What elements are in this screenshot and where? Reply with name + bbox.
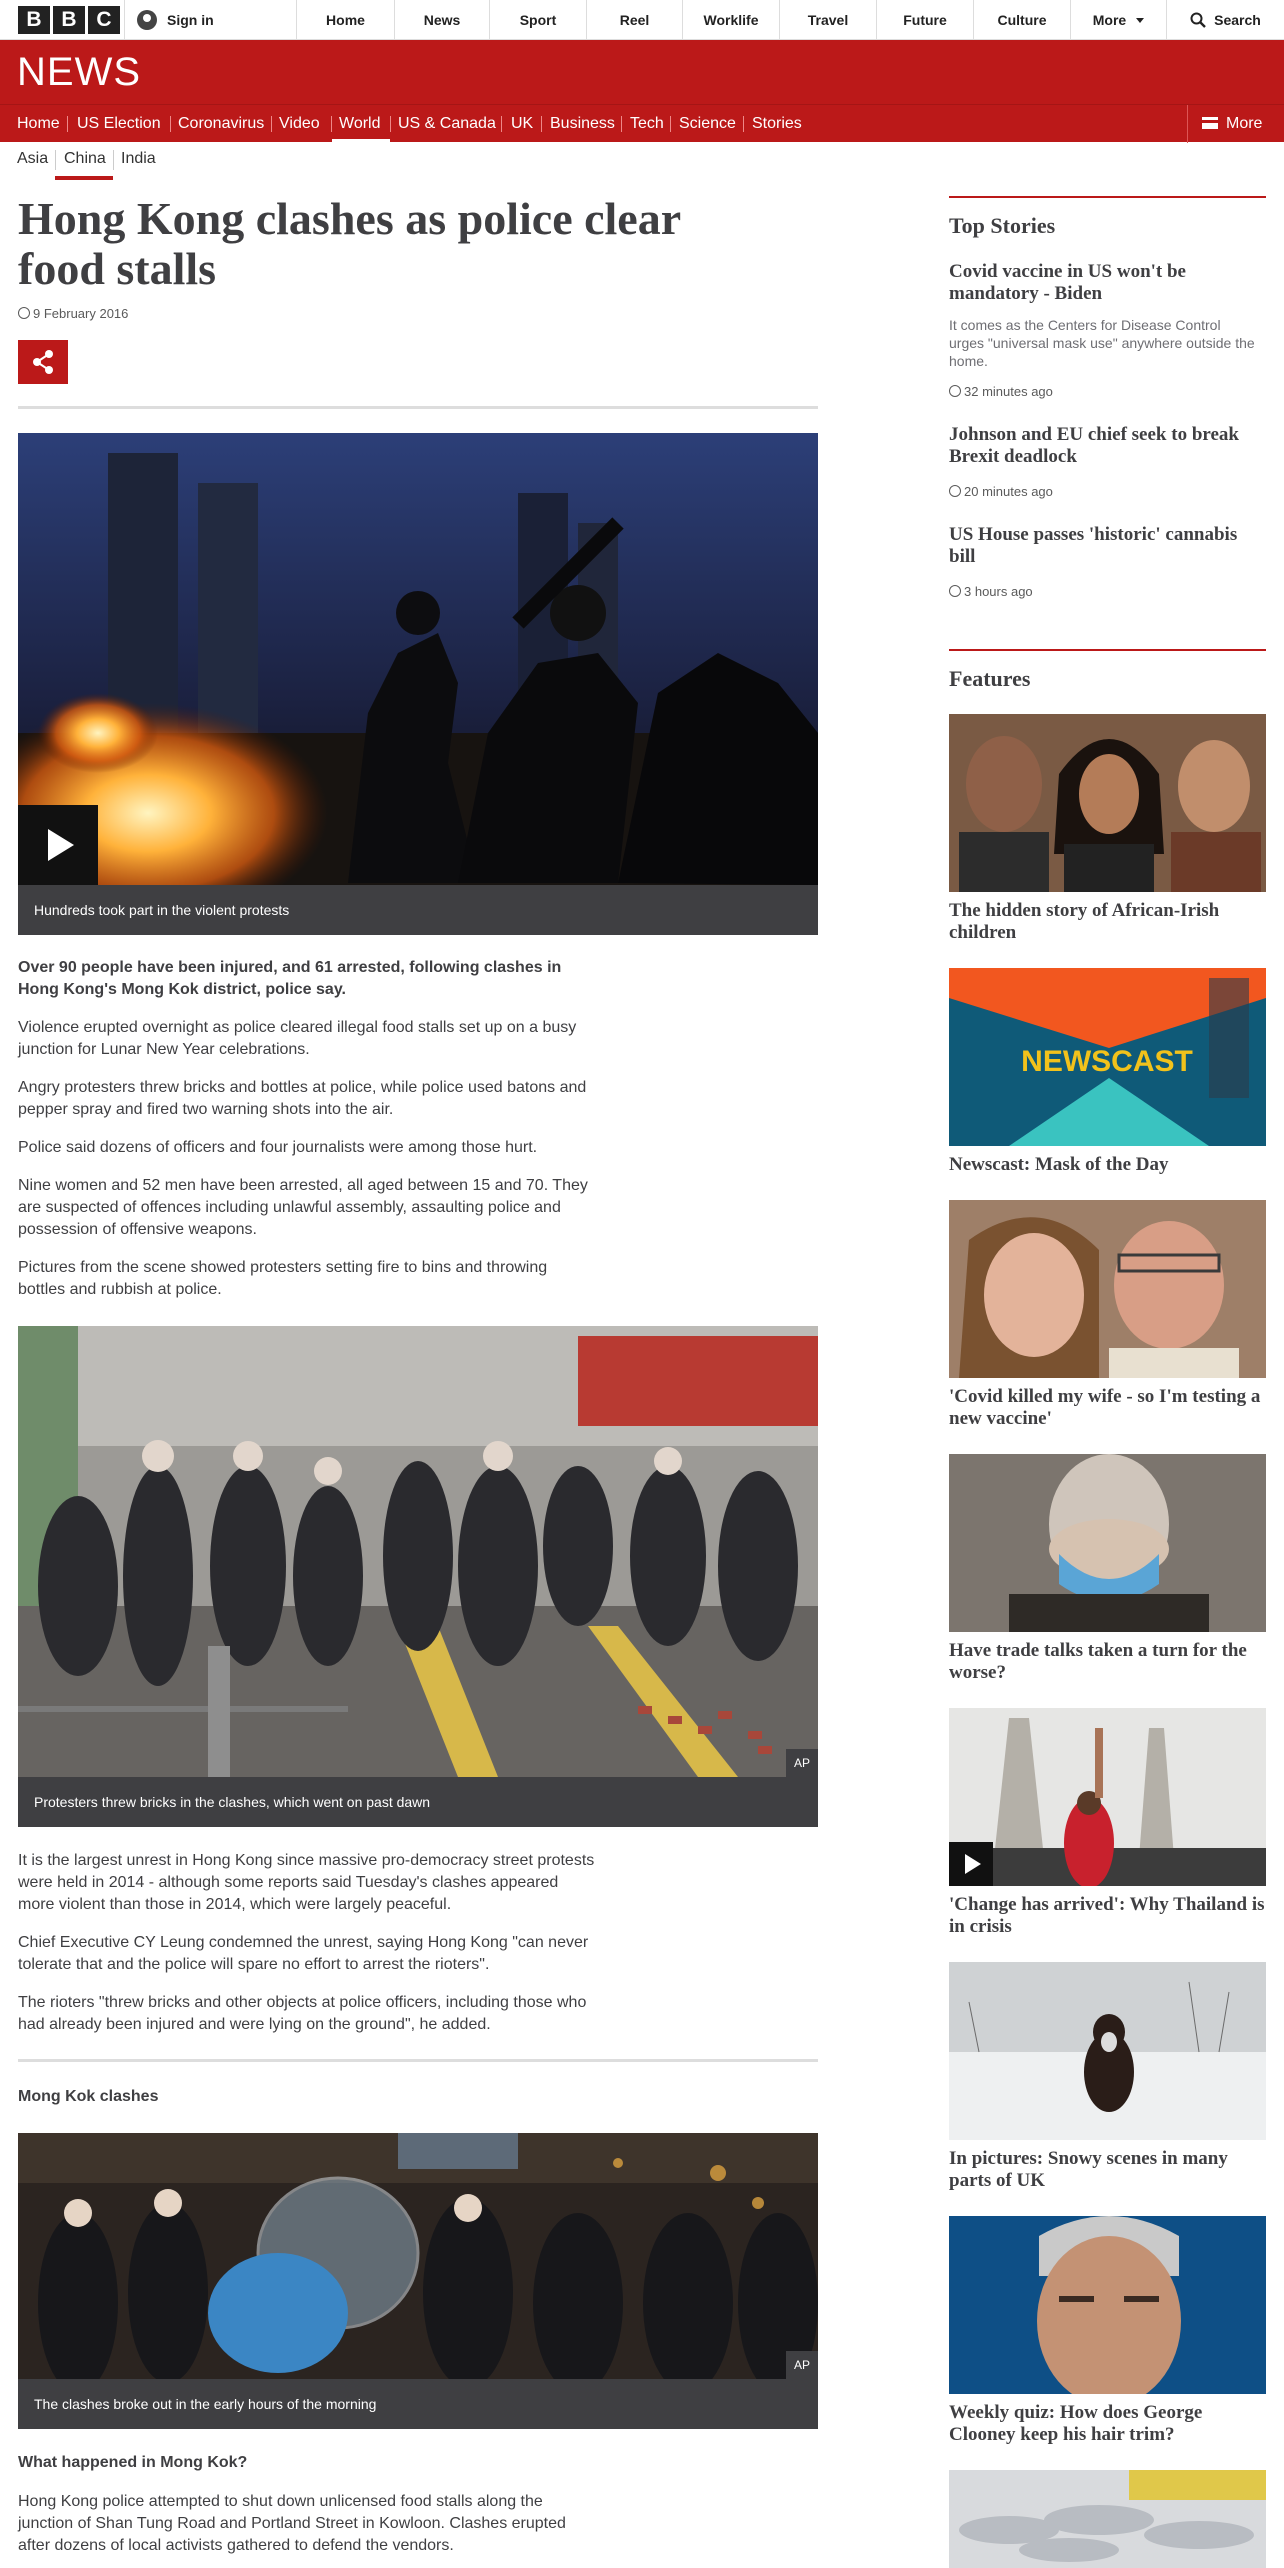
bbc-logo[interactable] xyxy=(18,6,120,34)
nav-item-tech[interactable]: Tech xyxy=(630,115,664,132)
image-caption: The clashes broke out in the early hours of the morning xyxy=(18,2379,818,2429)
play-icon xyxy=(18,805,98,885)
topnav-worklife[interactable] xyxy=(682,0,779,40)
photo-clooney xyxy=(949,2216,1266,2394)
photo-snow-dog xyxy=(949,1962,1266,2140)
article-paragraph: Nine women and 52 men have been arrested, all aged between 15 and 70. They are suspected of offences including unlawful assembly, assaulting police and possession of offensive weapons. xyxy=(18,1177,588,1238)
article-headline: Hong Kong clashes as police clear food stalls xyxy=(18,193,681,294)
video-player[interactable] xyxy=(18,433,818,885)
share-button[interactable] xyxy=(18,340,68,384)
topnav-label: Culture xyxy=(997,12,1047,28)
topnav-culture[interactable] xyxy=(973,0,1070,40)
feature-link[interactable]: 'Change has arrived': Why Thailand is in crisis xyxy=(949,1894,1265,1937)
subnav-asia[interactable]: Asia xyxy=(17,150,49,167)
features-title: Features xyxy=(949,666,1031,691)
news-logo[interactable]: NEWS xyxy=(17,50,141,94)
topnav-home[interactable] xyxy=(296,0,394,40)
nav-divider xyxy=(621,116,622,132)
newscast-wordmark: NEWSCAST xyxy=(1021,1045,1193,1078)
play-icon xyxy=(949,1842,993,1886)
article-paragraph: It is the largest unrest in Hong Kong since massive pro-democracy street protests were held in 2014 - although some reports said Tuesday's clashes appeared more violent than those in 2014, which were largely peaceful. xyxy=(18,1852,595,1913)
article-paragraph: Police said dozens of officers and four journalists were among those hurt. xyxy=(18,1139,538,1156)
top-story-link[interactable]: Johnson and EU chief seek to break Brexit deadlock xyxy=(949,424,1239,467)
top-story-time xyxy=(949,384,1053,399)
topnav-label: Sport xyxy=(519,12,557,28)
logo-letter: B xyxy=(53,6,85,34)
top-story-time-text: 20 minutes ago xyxy=(964,484,1053,499)
share-icon xyxy=(18,340,68,384)
nav-divider xyxy=(390,116,391,132)
video-caption: Hundreds took part in the violent protests xyxy=(18,885,818,935)
nav-divider xyxy=(670,116,671,132)
subnav-divider xyxy=(113,150,114,170)
topnav-label: Travel xyxy=(807,12,849,28)
article-paragraph: Pictures from the scene showed protesters setting fire to bins and throwing bottles and rubbish at police. xyxy=(18,1259,548,1298)
nav-more-label: More xyxy=(1226,115,1263,132)
section-subheading: Mong Kok clashes xyxy=(18,2088,159,2105)
feature-image[interactable] xyxy=(949,968,1266,1146)
top-story-time-text: 32 minutes ago xyxy=(964,384,1053,399)
newscast-graphic xyxy=(949,968,1266,1146)
photo-fish xyxy=(949,2470,1266,2568)
logo-letter: B xyxy=(18,6,50,34)
topnav-label: Home xyxy=(326,12,365,28)
top-story-time xyxy=(949,484,1053,499)
caret-down-icon xyxy=(1136,18,1144,23)
top-stories-rule xyxy=(949,196,1266,198)
news-banner xyxy=(0,40,1284,104)
section-nav xyxy=(0,104,1284,142)
nav-item-video[interactable]: Video xyxy=(279,115,320,132)
section-subheading: What happened in Mong Kok? xyxy=(18,2454,248,2471)
feature-image[interactable] xyxy=(949,1454,1266,1632)
subnav-divider xyxy=(55,150,56,170)
subnav-china[interactable]: China xyxy=(64,150,106,167)
nav-item-us-canada[interactable]: US & Canada xyxy=(398,115,496,132)
feature-link[interactable]: The hidden story of African-Irish children xyxy=(949,900,1220,943)
article-date-text: 9 February 2016 xyxy=(33,306,129,321)
feature-image[interactable] xyxy=(949,1200,1266,1378)
feature-image[interactable] xyxy=(949,2470,1266,2568)
divider xyxy=(18,406,818,409)
topnav-future[interactable] xyxy=(876,0,973,40)
feature-image[interactable] xyxy=(949,714,1266,892)
nav-item-stories[interactable]: Stories xyxy=(752,115,802,132)
search-icon xyxy=(1190,12,1206,28)
feature-link[interactable]: Weekly quiz: How does George Clooney keep his hair trim? xyxy=(949,2402,1203,2445)
topnav-label: More xyxy=(1092,12,1127,28)
topnav-label: Reel xyxy=(619,12,650,28)
sign-in-label: Sign in xyxy=(167,12,214,28)
search-label: Search xyxy=(1214,12,1261,28)
feature-link[interactable]: In pictures: Snowy scenes in many parts of UK xyxy=(949,2148,1228,2191)
feature-link[interactable]: 'Covid killed my wife - so I'm testing a new vaccine' xyxy=(949,1386,1261,1429)
topnav-label: News xyxy=(423,12,461,28)
nav-divider xyxy=(67,116,68,132)
nav-active-indicator xyxy=(332,139,390,143)
photo-portraits xyxy=(949,714,1266,892)
top-story-time xyxy=(949,584,1033,599)
photo-masked-man xyxy=(949,1454,1266,1632)
nav-divider xyxy=(541,116,542,132)
nav-more-button[interactable] xyxy=(1187,105,1284,143)
topnav-label: Future xyxy=(903,12,947,28)
nav-item-us-election[interactable]: US Election xyxy=(77,115,161,132)
topnav-label: Worklife xyxy=(703,12,759,28)
clock-icon xyxy=(18,307,30,319)
clock-icon xyxy=(949,485,961,497)
article-image-clashes xyxy=(18,2133,818,2379)
nav-divider xyxy=(743,116,744,132)
nav-item-coronavirus[interactable]: Coronavirus xyxy=(178,115,265,132)
play-button[interactable] xyxy=(18,805,98,885)
play-button[interactable] xyxy=(949,1842,993,1886)
clock-icon xyxy=(949,585,961,597)
feature-image[interactable] xyxy=(949,2216,1266,2394)
feature-link[interactable]: Have trade talks taken a turn for the worse? xyxy=(949,1640,1247,1683)
article-paragraph: The rioters "threw bricks and other objects at police officers, including those who had already been injured and were lying on the ground", he added. xyxy=(18,1994,587,2033)
feature-link[interactable]: Newscast: Mask of the Day xyxy=(949,1154,1169,1175)
nav-item-science[interactable]: Science xyxy=(679,115,736,132)
features-rule xyxy=(949,649,1266,651)
feature-image[interactable] xyxy=(949,1962,1266,2140)
nav-divider xyxy=(170,116,171,132)
top-stories-title: Top Stories xyxy=(949,213,1056,238)
image-credit: AP xyxy=(786,2351,818,2379)
user-icon xyxy=(137,10,157,30)
subnav-active-indicator xyxy=(55,176,113,180)
logo-letter: C xyxy=(88,6,120,34)
feature-image[interactable] xyxy=(949,1708,1266,1886)
top-story-summary: It comes as the Centers for Disease Control urges "universal mask use" anywhere outside the home. xyxy=(949,317,1255,369)
nav-item-world[interactable]: World xyxy=(339,115,381,132)
image-credit: AP xyxy=(786,1749,818,1777)
hamburger-icon xyxy=(1202,117,1218,129)
topnav-reel[interactable] xyxy=(586,0,682,40)
search-button[interactable] xyxy=(1166,0,1284,40)
video-thumbnail xyxy=(18,433,818,885)
top-story-link[interactable]: US House passes 'historic' cannabis bill xyxy=(949,524,1238,567)
article-paragraph: Angry protesters threw bricks and bottles at police, while police used batons and pepper spray and fired two warning shots into the air. xyxy=(18,1079,587,1118)
nav-item-business[interactable]: Business xyxy=(550,115,615,132)
nav-divider xyxy=(501,116,502,132)
nav-divider xyxy=(331,116,332,132)
article-paragraph: Violence erupted overnight as police cleared illegal food stalls set up on a busy junction for Lunar New Year celebrations. xyxy=(18,1019,577,1058)
subnav-india[interactable]: India xyxy=(121,150,156,167)
article-intro: Over 90 people have been injured, and 61 arrested, following clashes in Hong Kong's Mong Kok district, police say. xyxy=(18,959,562,998)
topnav-more[interactable] xyxy=(1070,0,1166,40)
clock-icon xyxy=(949,385,961,397)
nav-divider xyxy=(271,116,272,132)
global-header xyxy=(0,0,1284,40)
article-date xyxy=(18,306,128,321)
nav-item-uk[interactable]: UK xyxy=(511,115,534,132)
sign-in-button[interactable] xyxy=(124,0,296,40)
top-story-link[interactable]: Covid vaccine in US won't be mandatory - Biden xyxy=(949,261,1186,304)
photo-thai-protest xyxy=(949,1708,1266,1886)
photo-protesters xyxy=(18,1326,818,1777)
article-image-bricks xyxy=(18,1326,818,1777)
image-caption: Protesters threw bricks in the clashes, which went on past dawn xyxy=(18,1777,818,1827)
article-paragraph: Hong Kong police attempted to shut down unlicensed food stalls along the junction of Shan Tung Road and Portland Street in Kowloon. Clashes erupted after dozens of local activists gathered to defend the vendors. xyxy=(18,2493,566,2554)
topnav-travel[interactable] xyxy=(779,0,876,40)
photo-police-clash xyxy=(18,2133,818,2379)
topnav-news[interactable] xyxy=(394,0,489,40)
divider xyxy=(18,2059,818,2062)
photo-couple xyxy=(949,1200,1266,1378)
topnav-sport[interactable] xyxy=(489,0,586,40)
nav-item-home[interactable]: Home xyxy=(17,115,60,132)
article-paragraph: Chief Executive CY Leung condemned the unrest, saying Hong Kong "can never tolerate that and the police will spare no effort to arrest the rioters". xyxy=(18,1934,589,1973)
top-story-time-text: 3 hours ago xyxy=(964,584,1033,599)
